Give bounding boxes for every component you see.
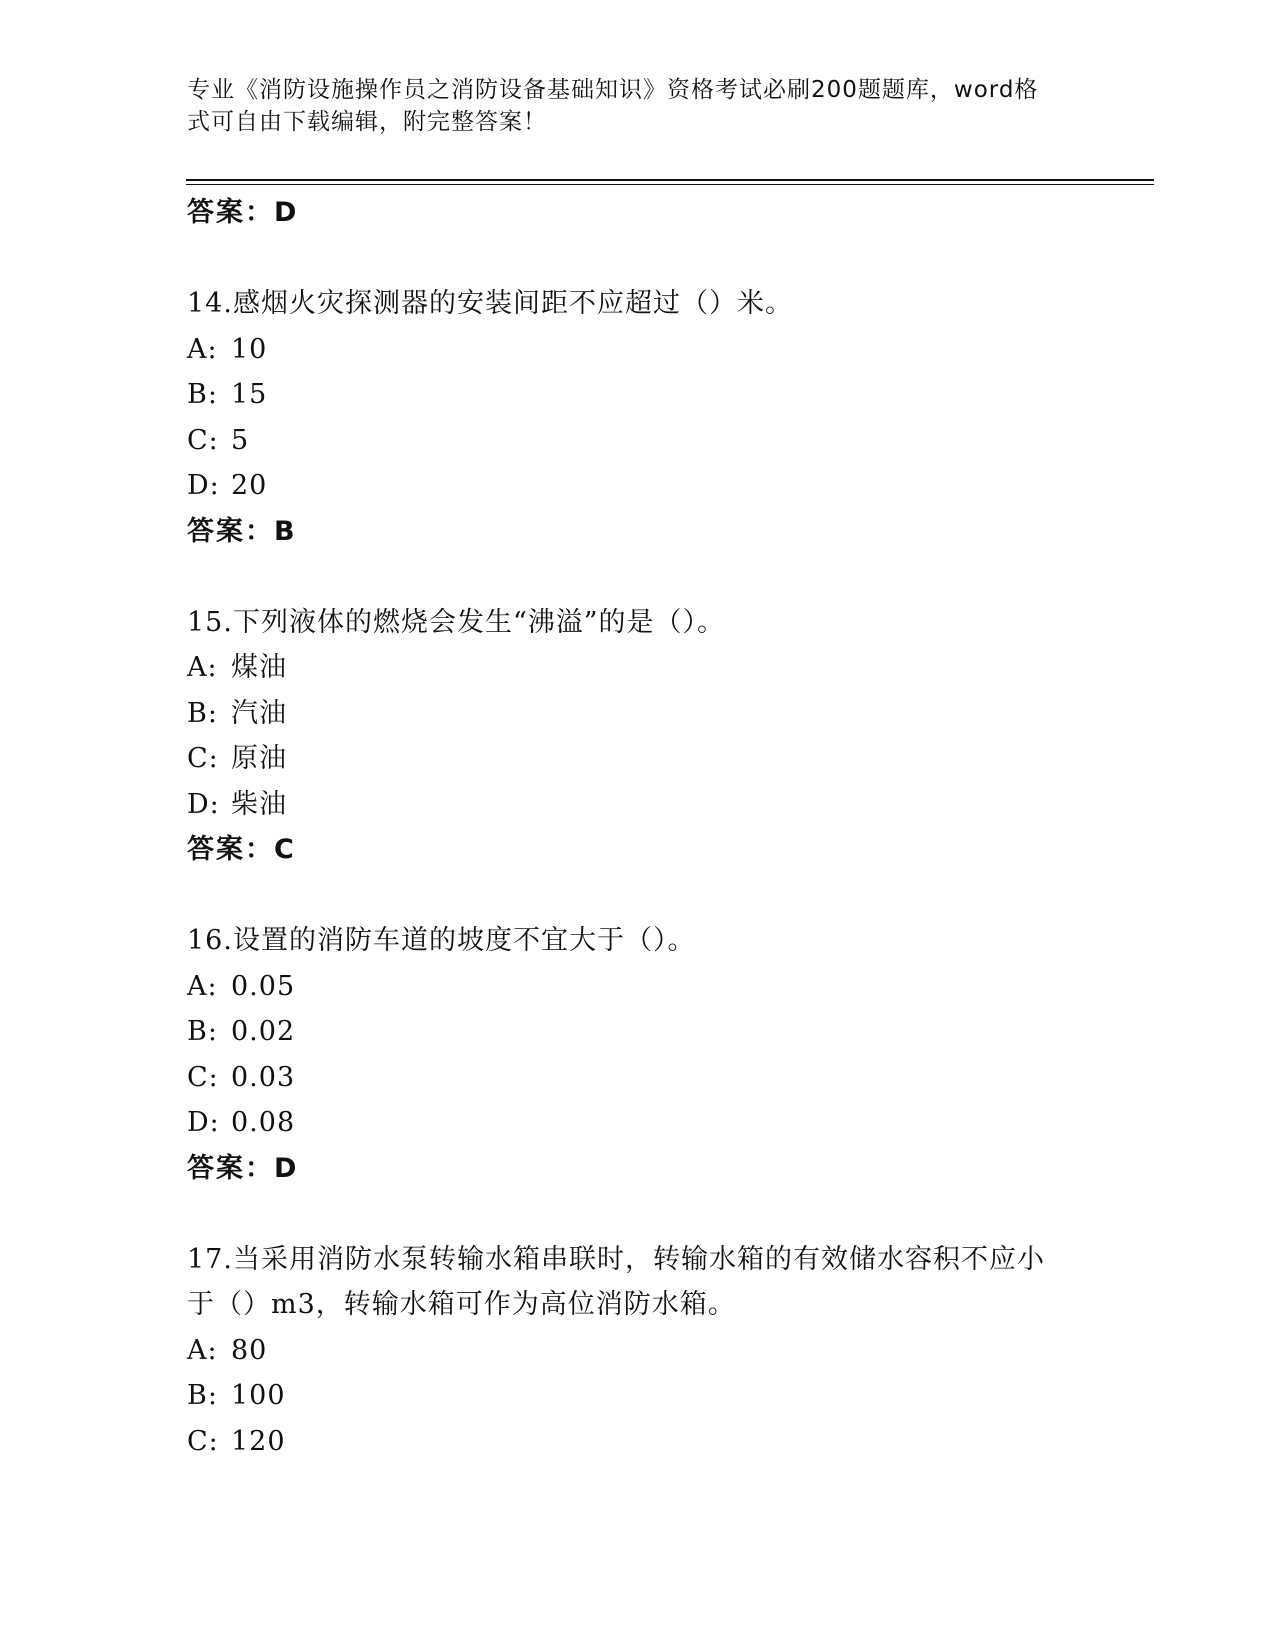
option-text: 柴油 [231, 788, 287, 820]
option-text: 煤油 [231, 652, 287, 683]
option-key: B: [187, 697, 218, 729]
spacer [187, 554, 1087, 600]
question-stem: 15.下列液体的燃烧会发生“沸溢”的是（）。 [187, 606, 726, 638]
option-text: 120 [231, 1425, 286, 1457]
document-header [187, 74, 1067, 138]
option-key: A: [187, 652, 218, 683]
option-text: 20 [231, 470, 268, 501]
option-d [187, 1100, 1087, 1146]
header-divider-bottom [186, 184, 1154, 185]
option-b [187, 691, 1087, 737]
header-line-1: 专业《消防设施操作员之消防设备基础知识》资格考试必刷200题题库，word格 [187, 77, 1039, 103]
option-text: 0.02 [231, 1016, 296, 1047]
question-list [187, 190, 1087, 1464]
question-stem: 14.感烟火灾探测器的安装间距不应超过（）米。 [187, 288, 793, 319]
question-block [187, 281, 1087, 554]
option-d [187, 782, 1087, 828]
header-line-2: 式可自由下载编辑，附完整答案！ [187, 109, 547, 135]
previous-answer: 答案：D [187, 197, 299, 228]
answer-line: 答案：B [187, 515, 297, 547]
option-d [187, 463, 1087, 509]
question-block [187, 918, 1087, 1191]
question-block [187, 1237, 1087, 1465]
option-key: C: [187, 424, 219, 456]
option-text: 0.05 [231, 970, 296, 1002]
option-a [187, 1328, 1087, 1374]
question-block [187, 600, 1087, 873]
option-text: 5 [231, 424, 250, 456]
option-b [187, 372, 1087, 418]
option-c [187, 1055, 1087, 1101]
spacer [187, 873, 1087, 919]
option-key: B: [187, 1380, 218, 1411]
option-key: B: [187, 379, 218, 410]
option-a [187, 964, 1087, 1010]
option-text: 0.08 [231, 1107, 296, 1138]
option-text: 15 [231, 379, 268, 410]
option-c [187, 418, 1087, 464]
option-key: D: [187, 1107, 220, 1138]
option-key: D: [187, 470, 220, 501]
option-key: C: [187, 1061, 219, 1093]
spacer [187, 1191, 1087, 1237]
header-divider-top [186, 179, 1154, 181]
option-key: A: [187, 1334, 218, 1366]
option-key: D: [187, 788, 220, 820]
answer-line: 答案：D [187, 1152, 299, 1184]
option-c [187, 1419, 1087, 1465]
option-key: A: [187, 333, 218, 365]
answer-line: 答案：C [187, 834, 296, 865]
option-text: 80 [231, 1334, 268, 1366]
option-text: 汽油 [231, 697, 287, 729]
option-text: 100 [231, 1380, 286, 1411]
option-b [187, 1373, 1087, 1419]
question-stem-continued: 于（）m3，转输水箱可作为高位消防水箱。 [187, 1289, 736, 1320]
question-stem: 17.当采用消防水泵转输水箱串联时，转输水箱的有效储水容积不应小 [187, 1243, 1045, 1275]
option-key: C: [187, 1425, 219, 1457]
option-b [187, 1009, 1087, 1055]
spacer [187, 236, 1087, 282]
option-a [187, 327, 1087, 373]
question-stem: 16.设置的消防车道的坡度不宜大于（）。 [187, 925, 696, 956]
option-a [187, 645, 1087, 691]
option-key: B: [187, 1016, 218, 1047]
option-c [187, 736, 1087, 782]
option-text: 0.03 [231, 1061, 296, 1093]
option-key: A: [187, 970, 218, 1002]
option-text: 原油 [231, 743, 287, 774]
option-text: 10 [231, 333, 268, 365]
option-key: C: [187, 743, 219, 774]
